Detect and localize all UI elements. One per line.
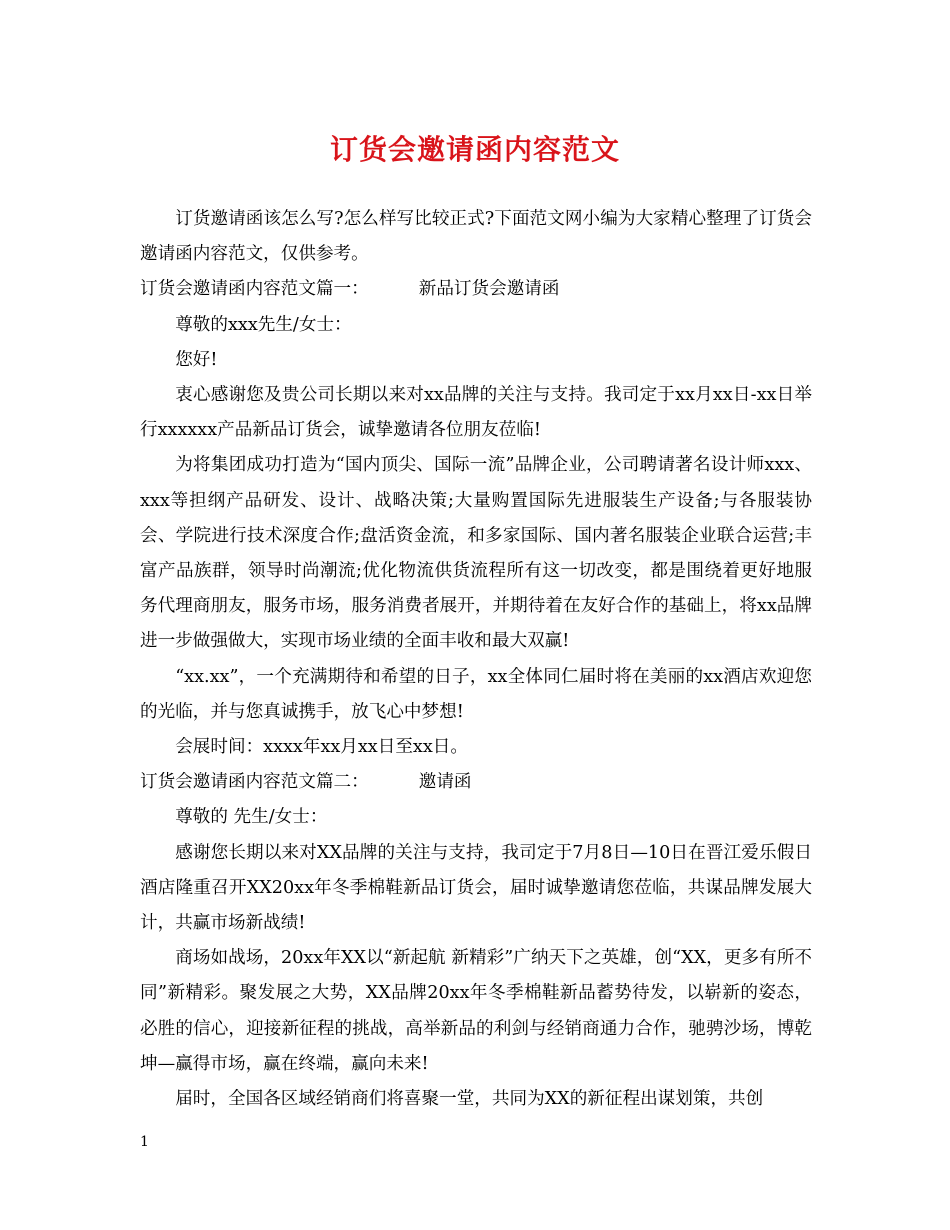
section1-paragraph-1: 衷心感谢您及贵公司长期以来对xx品牌的关注与支持。我司定于xx月xx日-xx日举行xxxxxx产品新品订货会，诚挚邀请各位朋友莅临! <box>140 385 812 441</box>
section2-heading <box>140 765 812 800</box>
section1-heading-subtitle: 新品订货会邀请函 <box>418 279 560 300</box>
section1-exhibition-time: 会展时间：xxxx年xx月xx日至xx日。 <box>175 737 468 758</box>
intro-paragraph: 订货邀请函该怎么写?怎么样写比较正式?下面范文网小编为大家精心整理了订货会邀请函内容范文，仅供参考。 <box>140 209 812 265</box>
section1-salutation: 尊敬的xxx先生/女士： <box>175 314 352 335</box>
section2-salutation: 尊敬的 先生/女士： <box>175 807 328 828</box>
document-body <box>140 202 812 1117</box>
section2-paragraph-3: 届时，全国各区域经销商们将喜聚一堂，共同为XX的新征程出谋划策，共创 <box>175 1089 764 1110</box>
section2-heading-label: 订货会邀请函内容范文篇二： <box>140 772 369 793</box>
section2-paragraph-2: 商场如战场，20xx年XX以“新起航 新精彩”广纳天下之英雄，创“XX，更多有所不同”新精彩。聚发展之大势，XX品牌20xx年冬季棉鞋新品蓄势待发，以崭新的姿态，必胜的信心，迎接新征程的挑战，高举新品的利剑与经销商通力合作，驰骋沙场，博乾坤—赢得市场，赢在终端，赢向未来! <box>140 948 812 1074</box>
section1-heading <box>140 272 812 307</box>
document-title: 订货会邀请函内容范文 <box>329 133 620 166</box>
section1-heading-label: 订货会邀请函内容范文篇一： <box>140 279 369 300</box>
section1-paragraph-3: “xx.xx”，一个充满期待和希望的日子，xx全体同仁届时将在美丽的xx酒店欢迎您的光临，并与您真诚携手，放飞心中梦想! <box>140 666 812 722</box>
section2-paragraph-1: 感谢您长期以来对XX品牌的关注与支持，我司定于7月8日—10日在晋江爱乐假日酒店隆重召开XX20xx年冬季棉鞋新品订货会，届时诚挚邀请您莅临，共谋品牌发展大计，共赢市场新战绩! <box>140 842 812 934</box>
section2-heading-subtitle: 邀请函 <box>418 772 472 793</box>
section1-greeting: 您好! <box>175 349 218 370</box>
page-number: 1 <box>140 1134 149 1150</box>
section1-paragraph-2: 为将集团成功打造为“国内顶尖、国际一流”品牌企业，公司聘请著名设计师xxx、xxx等担纲产品研发、设计、战略决策;大量购置国际先进服装生产设备;与各服装协会、学院进行技术深度合作;盘活资金流，和多家国际、国内著名服装企业联合运营;丰富产品族群，领导时尚潮流;优化物流供货流程所有这一切改变，都是围绕着更好地服务代理商朋友，服务市场，服务消费者展开，并期待着在友好合作的基础上，将xx品牌进一步做强做大，实现市场业绩的全面丰收和最大双赢! <box>140 455 812 652</box>
